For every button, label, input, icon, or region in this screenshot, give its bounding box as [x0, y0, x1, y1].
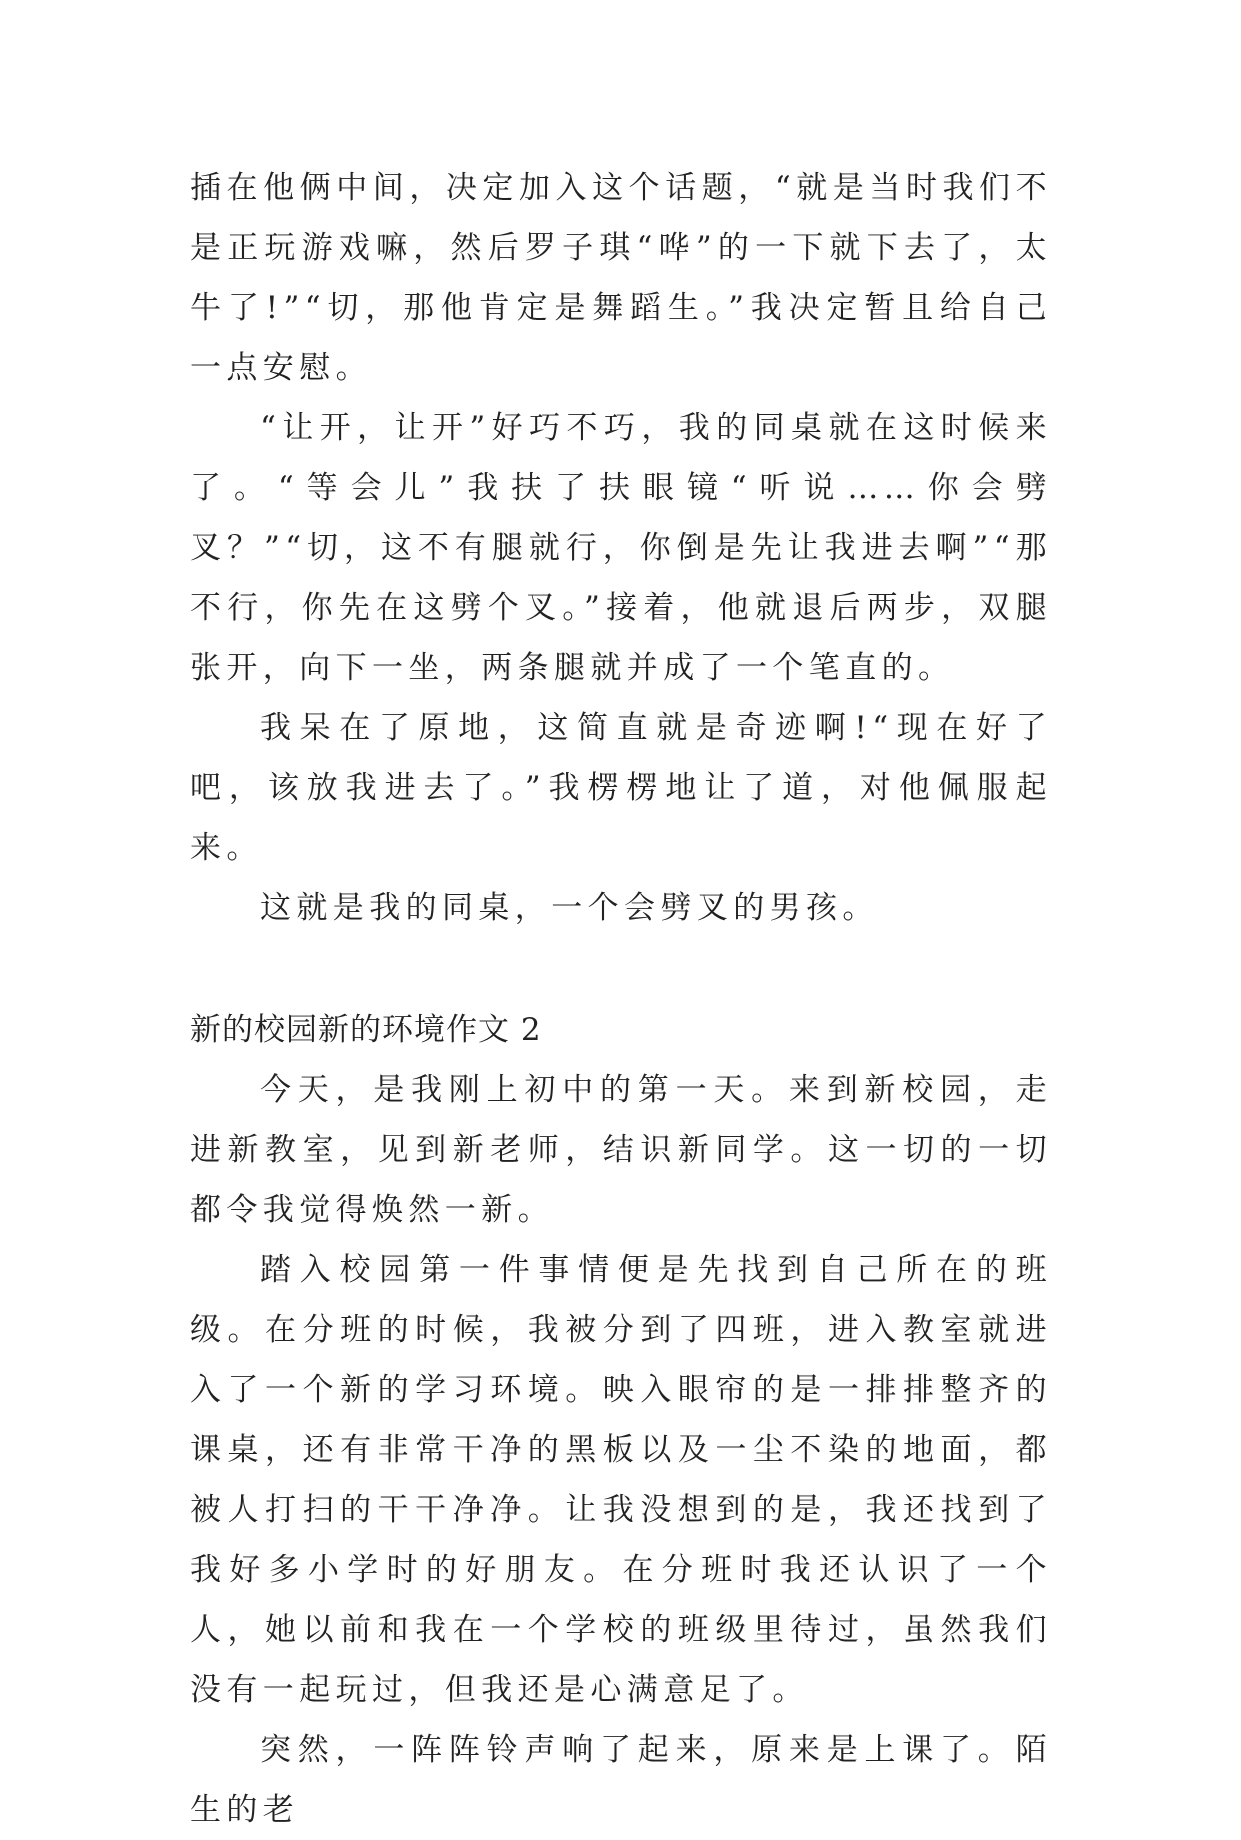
paragraph-3: 我呆在了原地，这简直就是奇迹啊!“现在好了吧，该放我进去了。”我楞楞地让了道，对他佩服起来。 — [190, 710, 1052, 866]
document-page — [190, 158, 1052, 1840]
paragraph-7: 突然，一阵阵铃声响了起来，原来是上课了。陌生的老 — [190, 1732, 1052, 1828]
paragraph-4: 这就是我的同桌，一个会劈叉的男孩。 — [260, 890, 879, 926]
paragraph-5: 今天，是我刚上初中的第一天。来到新校园，走进新教室，见到新老师，结识新同学。这一切的一切都令我觉得焕然一新。 — [190, 1072, 1052, 1228]
section-heading: 新的校园新的环境作文 2 — [190, 1012, 542, 1048]
paragraph-1: 插在他俩中间，决定加入这个话题，“就是当时我们不是正玩游戏嘛，然后罗子琪“哗”的一下就下去了，太牛了!”“切，那他肯定是舞蹈生。”我决定暂且给自己一点安慰。 — [190, 170, 1052, 386]
paragraph-2: “让开，让开”好巧不巧，我的同桌就在这时候来了。“等会儿”我扶了扶眼镜“听说……你会劈叉？”“切，这不有腿就行，你倒是先让我进去啊”“那不行，你先在这劈个叉。”接着，他就退后两步，双腿张开，向下一坐，两条腿就并成了一个笔直的。 — [190, 410, 1052, 686]
paragraph-6: 踏入校园第一件事情便是先找到自己所在的班级。在分班的时候，我被分到了四班，进入教室就进入了一个新的学习环境。映入眼帘的是一排排整齐的课桌，还有非常干净的黑板以及一尘不染的地面，都被人打扫的干干净净。让我没想到的是，我还找到了我好多小学时的好朋友。在分班时我还认识了一个人，她以前和我在一个学校的班级里待过，虽然我们没有一起玩过，但我还是心满意足了。 — [190, 1252, 1052, 1708]
